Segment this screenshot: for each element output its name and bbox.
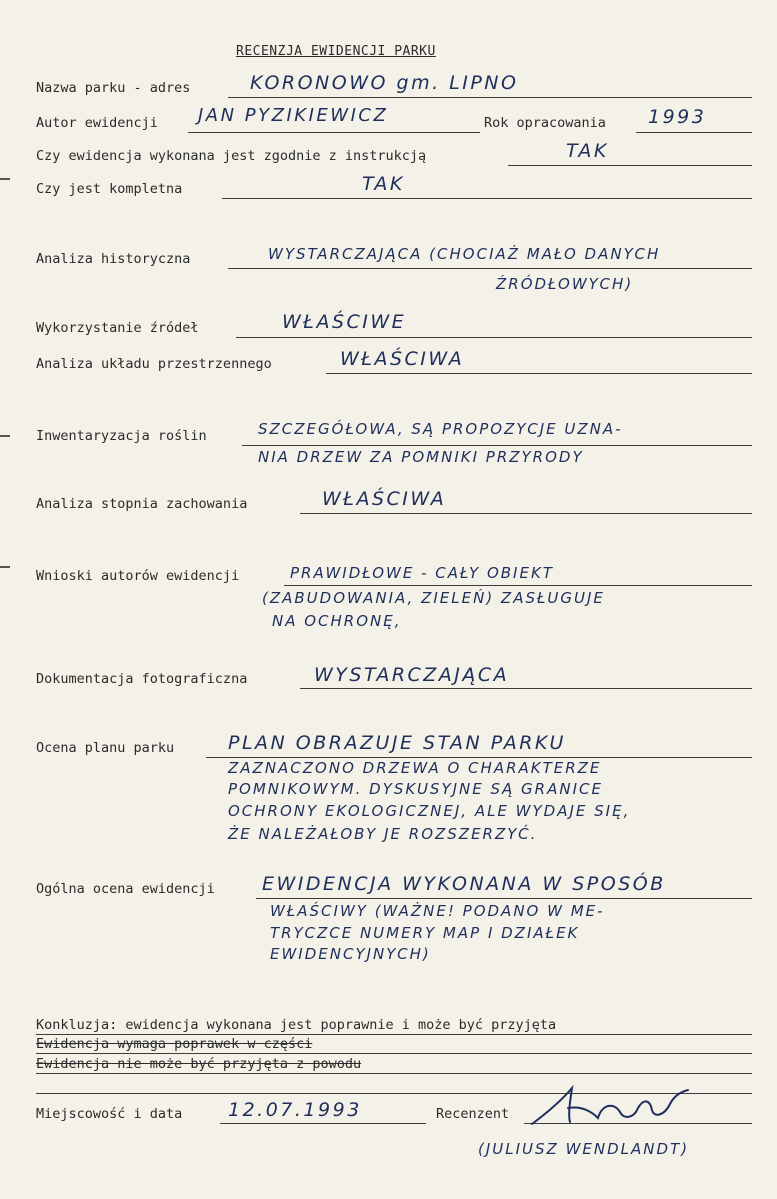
- place-date-line: [220, 1123, 426, 1124]
- park-name-label: Nazwa parku - adres: [36, 80, 191, 96]
- spatial-value: WŁAŚCIWA: [340, 348, 465, 370]
- punch-mark: [0, 566, 10, 568]
- overall-value-line3: TRYCZCE NUMERY MAP I DZIAŁEK: [270, 924, 580, 942]
- overall-label: Ogólna ocena ewidencji: [36, 881, 215, 897]
- photo-line: [300, 688, 752, 689]
- plants-value-line2: NIA DRZEW ZA POMNIKI PRZYRODY: [258, 448, 584, 466]
- plan-value-line2: ZAZNACZONO DRZEWA O CHARAKTERZE: [228, 759, 602, 777]
- plan-value-line5: ŻE NALEŻAŁOBY JE ROZSZERZYĆ.: [228, 825, 538, 843]
- conform-label: Czy ewidencja wykonana jest zgodnie z instrukcją: [36, 148, 427, 164]
- photo-label: Dokumentacja fotograficzna: [36, 671, 248, 687]
- conclusions-label: Wnioski autorów ewidencji: [36, 568, 240, 584]
- plan-value-line4: OCHRONY EKOLOGICZNEJ, ALE WYDAJE SIĘ,: [228, 802, 631, 820]
- conclusion-rule-3: [36, 1073, 752, 1074]
- author-label: Autor ewidencji: [36, 115, 158, 131]
- date-value: 12.07.1993: [228, 1099, 362, 1121]
- historical-label: Analiza historyczna: [36, 251, 191, 267]
- place-date-label: Miejscowość i data: [36, 1106, 183, 1122]
- conclusion-line2: Ewidencja wymaga poprawek w części: [36, 1036, 313, 1052]
- park-name-value: KORONOWO gm. LIPNO: [250, 72, 519, 94]
- punch-mark: [0, 435, 10, 437]
- form-title: RECENZJA EWIDENCJI PARKU: [236, 44, 436, 59]
- conclusion-rule-1: [36, 1034, 752, 1035]
- preservation-value: WŁAŚCIWA: [322, 488, 447, 510]
- historical-value-line1: WYSTARCZAJĄCA (CHOCIAŻ MAŁO DANYCH: [268, 245, 661, 263]
- conclusions-value-line2: (ZABUDOWANIA, ZIELEŃ) ZASŁUGUJE: [262, 589, 605, 607]
- punch-mark: [0, 178, 10, 180]
- conclusion-rule-2: [36, 1053, 752, 1054]
- year-line: [636, 132, 752, 133]
- conclusions-value-line3: NA OCHRONĘ,: [272, 612, 402, 630]
- conclusions-line: [284, 585, 752, 586]
- overall-line: [256, 898, 752, 899]
- plants-line: [242, 445, 752, 446]
- plan-value-line1: PLAN OBRAZUJE STAN PARKU: [228, 732, 566, 754]
- sources-line: [236, 337, 752, 338]
- complete-line: [222, 198, 752, 199]
- preservation-line: [300, 513, 752, 514]
- plan-label: Ocena planu parku: [36, 740, 175, 756]
- year-label: Rok opracowania: [484, 115, 606, 131]
- photo-value: WYSTARCZAJĄCA: [314, 664, 510, 686]
- sources-value: WŁAŚCIWE: [282, 311, 407, 333]
- preservation-label: Analiza stopnia zachowania: [36, 496, 248, 512]
- complete-label: Czy jest kompletna: [36, 181, 183, 197]
- author-value: JAN PYZIKIEWICZ: [198, 105, 389, 126]
- complete-value: TAK: [362, 173, 405, 195]
- plan-line: [206, 757, 752, 758]
- plants-value-line1: SZCZEGÓŁOWA, SĄ PROPOZYCJE UZNA-: [258, 420, 623, 438]
- conform-line: [508, 165, 752, 166]
- reviewer-signature: [528, 1082, 708, 1130]
- plants-label: Inwentaryzacja roślin: [36, 428, 207, 444]
- historical-line: [228, 268, 752, 269]
- conclusion-line3: Ewidencja nie może być przyjęta z powodu: [36, 1056, 362, 1072]
- author-line: [188, 132, 480, 133]
- reviewer-label: Recenzent: [436, 1106, 510, 1122]
- plan-value-line3: POMNIKOWYM. DYSKUSYJNE SĄ GRANICE: [228, 780, 603, 798]
- park-name-line: [228, 97, 752, 98]
- spatial-label: Analiza układu przestrzennego: [36, 356, 272, 372]
- conclusions-value-line1: PRAWIDŁOWE - CAŁY OBIEKT: [290, 564, 554, 582]
- overall-value-line1: EWIDENCJA WYKONANA W SPOSÓB: [262, 873, 666, 895]
- historical-value-line2: ŹRÓDŁOWYCH): [496, 275, 634, 293]
- spatial-line: [326, 373, 752, 374]
- overall-value-line4: EWIDENCYJNYCH): [270, 945, 431, 963]
- conclusion-line1: Konkluzja: ewidencja wykonana jest poprawnie i może być przyjęta: [36, 1017, 557, 1033]
- conform-value: TAK: [566, 140, 609, 162]
- year-value: 1993: [648, 106, 707, 128]
- reviewer-name: (JULIUSZ WENDLANDT): [478, 1140, 690, 1158]
- overall-value-line2: WŁAŚCIWY (WAŻNE! PODANO W ME-: [270, 902, 605, 920]
- sources-label: Wykorzystanie źródeł: [36, 320, 199, 336]
